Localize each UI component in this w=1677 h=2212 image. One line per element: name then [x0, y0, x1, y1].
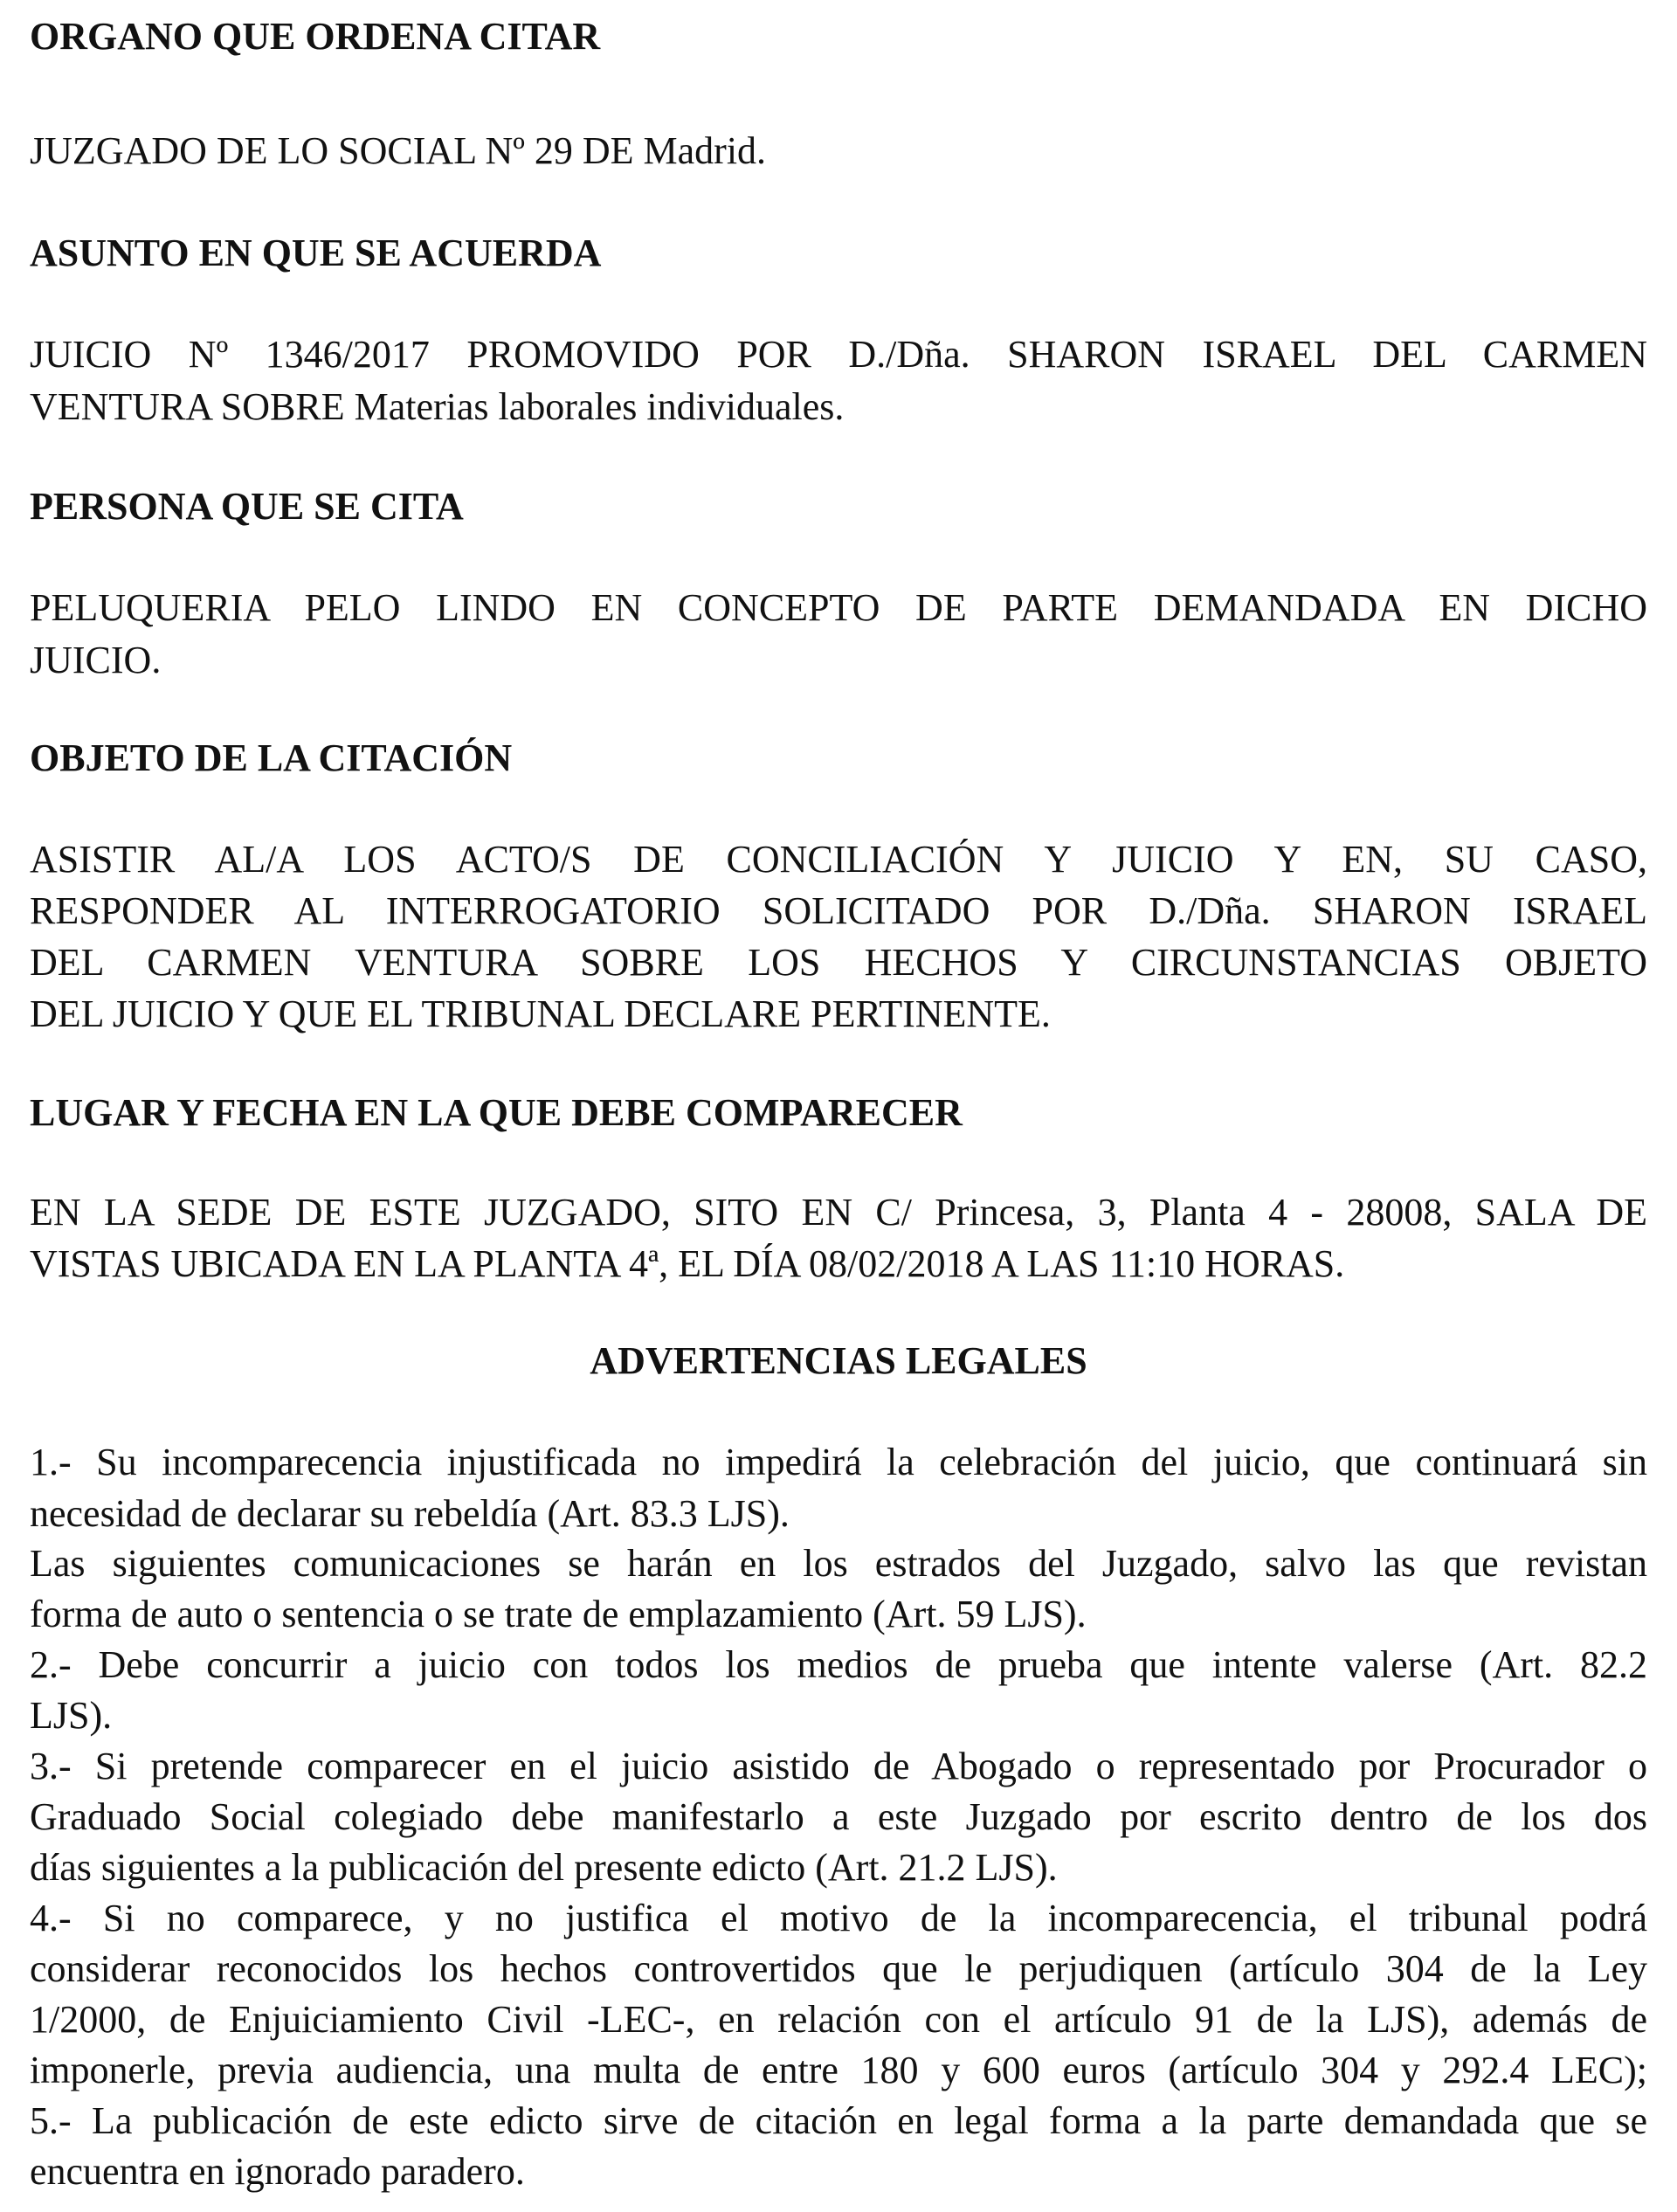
objeto-line-4: DEL JUICIO Y QUE EL TRIBUNAL DECLARE PERTINENTE.: [30, 992, 1051, 1035]
heading-lugar: LUGAR Y FECHA EN LA QUE DEBE COMPARECER: [30, 1091, 963, 1134]
adv-line-4: forma de auto o sentencia o se trate de emplazamiento (Art. 59 LJS).: [30, 1593, 1087, 1635]
adv-line-2: necesidad de declarar su rebeldía (Art. 83.3 LJS).: [30, 1492, 790, 1535]
adv-line-1: [30, 1438, 1647, 1487]
adv-line-10-text: 4.- Si no comparece, y no justifica el motivo de la incomparecencia, el tribunal podrá: [30, 1897, 1647, 1939]
adv-line-10: [30, 1894, 1647, 1943]
adv-line-13: [30, 2046, 1647, 2095]
adv-line-9: días siguientes a la publicación del presente edicto (Art. 21.2 LJS).: [30, 1846, 1058, 1889]
adv-line-6: LJS).: [30, 1694, 113, 1737]
adv-line-5: [30, 1641, 1647, 1690]
objeto-line-3: [30, 938, 1647, 987]
adv-line-8-text: Graduado Social colegiado debe manifestarlo a este Juzgado por escrito dentro de los dos: [30, 1795, 1647, 1838]
adv-line-7-text: 3.- Si pretende comparecer en el juicio asistido de Abogado o representado por Procurador o: [30, 1745, 1647, 1787]
adv-line-13-text: imponerle, previa audiencia, una multa de entre 180 y 600 euros (artículo 304 y 292.4 LEC);: [30, 2049, 1647, 2091]
heading-advertencias: ADVERTENCIAS LEGALES: [590, 1339, 1087, 1382]
persona-line-1: [30, 584, 1647, 632]
persona-line-1-text: PELUQUERIA PELO LINDO EN CONCEPTO DE PARTE DEMANDADA EN DICHO: [30, 586, 1647, 629]
adv-line-1-text: 1.- Su incomparecencia injustificada no impedirá la celebración del juicio, que continuará sin: [30, 1441, 1647, 1483]
asunto-line-2: VENTURA SOBRE Materias laborales individuales.: [30, 385, 845, 428]
heading-organo: ORGANO QUE ORDENA CITAR: [30, 15, 601, 58]
objeto-line-1-text: ASISTIR AL/A LOS ACTO/S DE CONCILIACIÓN Y JUICIO Y EN, SU CASO,: [30, 838, 1647, 881]
adv-line-3: [30, 1539, 1647, 1588]
objeto-line-3-text: DEL CARMEN VENTURA SOBRE LOS HECHOS Y CIRCUNSTANCIAS OBJETO: [30, 941, 1647, 984]
objeto-line-2: [30, 887, 1647, 936]
adv-line-11-text: considerar reconocidos los hechos controvertidos que le perjudiquen (artículo 304 de la Ley: [30, 1947, 1647, 1990]
adv-line-11: [30, 1945, 1647, 1994]
objeto-line-1: [30, 835, 1647, 884]
adv-line-3-text: Las siguientes comunicaciones se harán en los estrados del Juzgado, salvo las que revistan: [30, 1542, 1647, 1585]
objeto-line-2-text: RESPONDER AL INTERROGATORIO SOLICITADO POR D./Dña. SHARON ISRAEL: [30, 889, 1647, 932]
heading-asunto: ASUNTO EN QUE SE ACUERDA: [30, 232, 602, 274]
lugar-line-1-text: EN LA SEDE DE ESTE JUZGADO, SITO EN C/ Princesa, 3, Planta 4 - 28008, SALA DE: [30, 1191, 1647, 1234]
adv-line-7: [30, 1742, 1647, 1791]
lugar-line-2: VISTAS UBICADA EN LA PLANTA 4ª, EL DÍA 08/02/2018 A LAS 11:10 HORAS.: [30, 1242, 1345, 1285]
asunto-line-1: [30, 330, 1647, 379]
persona-line-2: JUICIO.: [30, 639, 162, 681]
adv-line-8: [30, 1793, 1647, 1842]
lugar-line-1: [30, 1188, 1647, 1237]
heading-persona: PERSONA QUE SE CITA: [30, 485, 464, 528]
organo-line-1: JUZGADO DE LO SOCIAL Nº 29 DE Madrid.: [30, 129, 767, 172]
adv-line-12: [30, 1995, 1647, 2044]
asunto-line-1-text: JUICIO Nº 1346/2017 PROMOVIDO POR D./Dña. SHARON ISRAEL DEL CARMEN: [30, 333, 1647, 376]
adv-line-14-text: 5.- La publicación de este edicto sirve de citación en legal forma a la parte demandada que se: [30, 2099, 1647, 2142]
adv-line-14: [30, 2097, 1647, 2146]
adv-line-5-text: 2.- Debe concurrir a juicio con todos los medios de prueba que intente valerse (Art. 82.2: [30, 1643, 1647, 1686]
heading-objeto: OBJETO DE LA CITACIÓN: [30, 736, 513, 779]
adv-line-12-text: 1/2000, de Enjuiciamiento Civil -LEC-, en relación con el artículo 91 de la LJS), además de: [30, 1998, 1647, 2041]
adv-line-15: encuentra en ignorado paradero.: [30, 2150, 525, 2193]
